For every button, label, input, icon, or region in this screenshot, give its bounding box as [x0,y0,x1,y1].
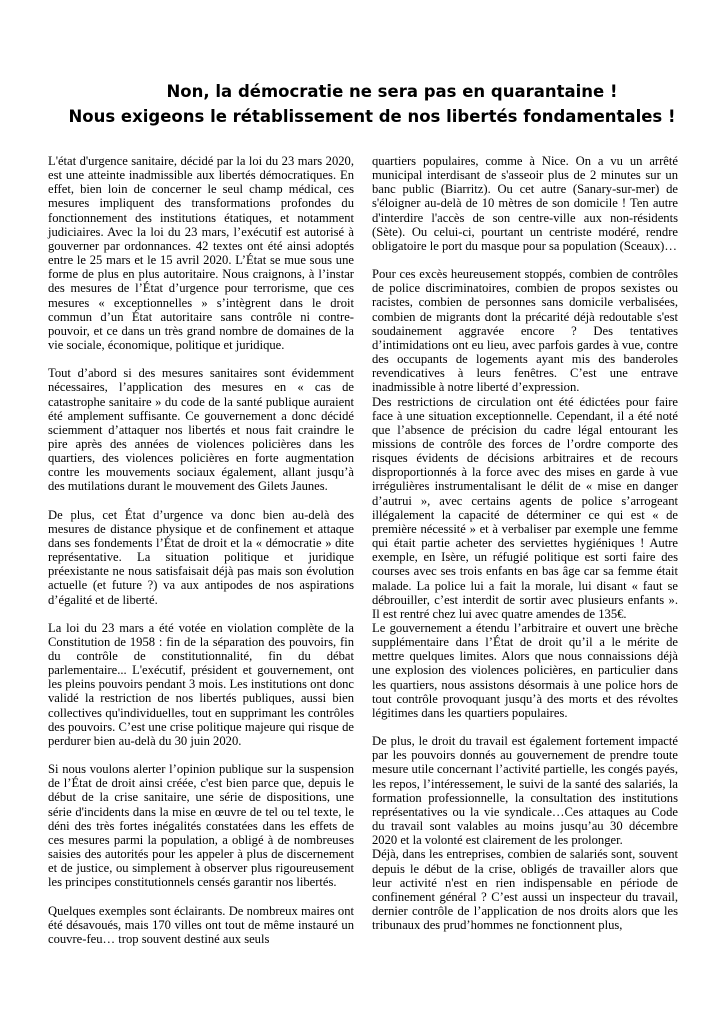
document-title [40,80,704,130]
paragraph: Déjà, dans les entreprises, combien de salariés sont, souvent depuis le début de la crise, obligés de travailler alors que leur activité n'est en rien indispensable en période de confinement général ? C’est aussi un inspecteur du travail, dernier contrôle de l’application de nos droits alors que les tribunaux des prud’hommes ne fonctionnent plus, [372,847,678,933]
paragraph: Quelques exemples sont éclairants. De nombreux maires ont été désavoués, mais 170 villes ont tout de même instauré un couvre-feu… trop souvent destiné aux seuls [48,903,354,946]
left-column [48,154,354,946]
paragraph: De plus, cet État d’urgence va donc bien au-delà des mesures de distance physique et de confinement et attaque dans ses fondements l’État de droit et la « démocratie » dite représentative. La situation politique et juridique préexistante ne nous satisfaisait déjà pas mais son évolution actuelle (et future ?) va aux antipodes de nos aspirations d’égalité et de liberté. [48,507,354,607]
paragraph: Le gouvernement a étendu l’arbitraire et ouvert une brèche supplémentaire dans l’État de droit qu’il a le mérite de mettre quelques limites. Alors que nous connaissions déjà une explosion des violences policières, en particulier dans les quartiers, nous assistons désormais à une police hors de tout contrôle provoquant jusqu’à des morts et des révoltes légitimes dans les quartiers populaires. [372,621,678,720]
paragraph: Si nous voulons alerter l’opinion publique sur la suspension de l’État de droit ainsi créée, c'est bien parce que, depuis le début de la crise sanitaire, une série de dispositions, une série d'incidents dans la mise en œuvre de tel ou tel texte, le déni des très fortes inégalités constatées dans les effets de ces mesures parmi la population, a obligé à de nombreuses saisies des autorités pour les appeler à plus de discernement et de justice, ou simplement à observer plus rigoureusement les principes constitutionnels censés garantir nos libertés. [48,762,354,890]
paragraph: quartiers populaires, comme à Nice. On a vu un arrêté municipal interdisant de s'asseoir plus de 2 minutes sur un banc public (Biarritz). Ou cet autre (Sanary-sur-mer) de s'éloigner au-delà de 10 mètres de son domicile ! Ten autre d'interdire l'accès de son centre-ville aux non-résidents (Sète). Ou celui-ci, pourtant un centriste modéré, rendre obligatoire le port du masque pour sa population (Sceaux)… [372,154,678,253]
paragraph: L'état d'urgence sanitaire, décidé par la loi du 23 mars 2020, est une atteinte inadmissible aux libertés démocratiques. En effet, bien loin de concerner le seul champ médical, ces mesures impliquent des transformations profondes du fonctionnement des institutions étatiques, et notamment judiciaires. Avec la loi du 23 mars, l’exécutif est autorisé à gouverner par ordonnances. 42 textes ont été ainsi adoptés entre le 25 mars et le 15 avril 2020. L’État se mue sous une forme de plus en plus autoritaire. Nous craignons, à l’instar des mesures de l’État d’urgence pour terrorisme, que ces mesures « exceptionnelles » s’intègrent dans le droit commun d’un État autoritaire sans contrôle ni contre-pouvoir, et ce dans un très grand nombre de domaines de la vie sociale, économique, politique et juridique. [48,154,354,353]
paragraph: Pour ces excès heureusement stoppés, combien de contrôles de police discriminatoires, combien de propos sexistes ou racistes, combien de personnes sans domicile verbalisées, combien de migrants dont la précarité déjà redoutable s'est soudainement aggravée encore ? Des tentatives d’intimidations ont eu lieu, avec parfois gardes à vue, contre des occupants de logements ayant mis des banderoles revendicatives à leurs fenêtres. C’est une entrave inadmissible à notre liberté d’expression. [372,267,678,395]
paragraph: Des restrictions de circulation ont été édictées pour faire face à une situation exceptionnelle. Cependant, il a été noté que l’absence de précision du cadre légal entourant les missions de contrôle des forces de l’ordre comporte des risques évidents de décisions arbitraires et de recours disproportionnés à la force avec des mises en garde à vue irrégulières instrumentalisant le délit de « mise en danger d’autrui », avec certains agents de police s’arrogeant illégalement la capacité de déterminer ce qui est « de première nécessité » et à verbaliser par exemple une femme qui était partie acheter des serviettes hygiéniques ! Autre exemple, en Isère, un réfugié politique est sorti faire des courses avec ses trois enfants en bas âge car sa femme était malade. La police lui a fait la morale, lui disant « faut se débrouiller, c’est interdit de sortir avec plusieurs enfants ». Il est rentré chez lui avec quatre amendes de 135€. [372,394,678,621]
title-line-2: Nous exigeons le rétablissement de nos libertés fondamentales ! [68,107,676,126]
paragraph: De plus, le droit du travail est également fortement impacté par les pouvoirs donnés au gouvernement de prendre toute mesure utile concernant l’activité partielle, les congés payés, les repos, l’intéressement, le suivi de la santé des salariés, la formation professionnelle, la consultation des institutions représentatives ou la vie syndicale…Ces attaques au Code du travail sont valables au moins jusqu’au 30 décembre 2020 et la volonté est clairement de les prolonger. [372,734,678,848]
right-column [372,154,678,932]
paragraph: Tout d’abord si des mesures sanitaires sont évidemment nécessaires, l’application des mesures en « cas de catastrophe sanitaire » du code de la santé publique auraient été amplement suffisante. Ce gouvernement a donc décidé sciemment d’attaquer nos libertés et nous fait craindre le pire après des années de violences policières dans les quartiers, des violences policières en forte augmentation contre les mouvements sociaux également, allant jusqu’à des mutilations durant le mouvement des Gilets Jaunes. [48,366,354,494]
title-line-1: Non, la démocratie ne sera pas en quarantaine ! [166,82,618,101]
paragraph: La loi du 23 mars a été votée en violation complète de la Constitution de 1958 : fin de la séparation des pouvoirs, fin du contrôle de constitutionnalité, fin du débat parlementaire... L'exécutif, président et gouvernement, ont les pleins pouvoirs pendant 3 mois. Les institutions ont donc validé la restriction de nos libertés publiques, aussi bien collectives qu'individuelles, tout en supprimant les contrôles des pouvoirs. C’est une crise politique majeure qui risque de perdurer bien au-delà du 30 juin 2020. [48,620,354,748]
